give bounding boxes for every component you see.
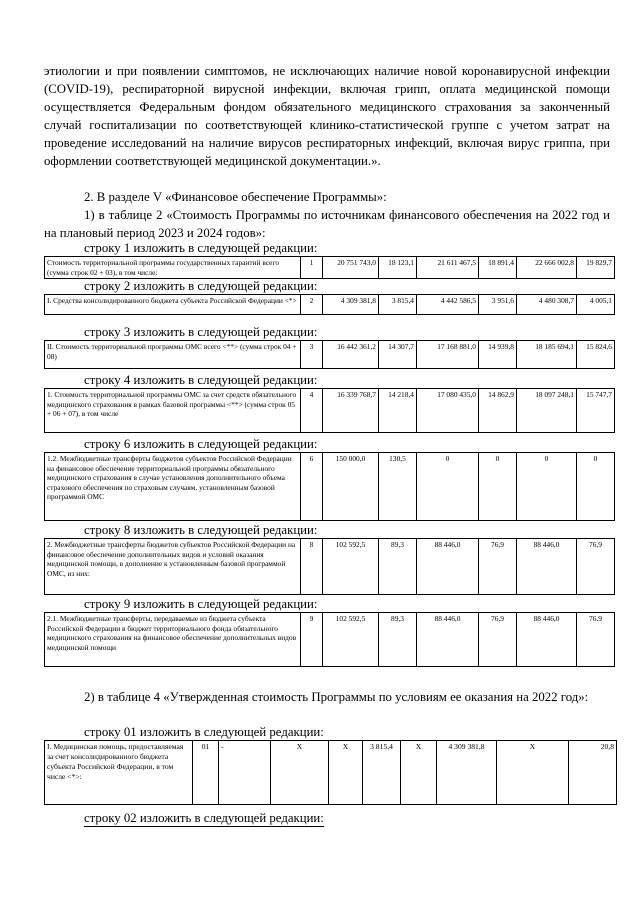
row-4-caption: строку 4 изложить в следующей редакции: [84,373,318,387]
value-cell: 22 666 002,8 [517,257,577,279]
row-1-caption: строку 1 изложить в следующей редакции: [84,241,318,255]
row-name: I. Медицинская помощь, предоставляемая за счет консолидированного бюджета субъекта Российской Федерации, в том числе <*>: [45,741,193,805]
row-9-caption: строку 9 изложить в следующей редакции: [84,597,318,611]
section-heading: 2. В разделе V «Финансовое обеспечение Программы»: [84,190,387,204]
row-number: 1 [301,257,323,279]
row-number: 2 [301,295,323,315]
row-number: 01 [193,741,219,805]
value-cell: 14 939,8 [479,341,517,369]
table2-row-2 [44,294,615,315]
row-name: 2. Межбюджетные трансферты бюджетов субъектов Российской Федерации на финансовое обеспечение дополнительных видов и условий оказания медицинской помощи, в дополнение к установленным базовой программой ОМС, из них: [45,539,301,595]
value-cell: 15 824,6 [577,341,615,369]
value-cell: 18 123,1 [379,257,417,279]
value-cell: 3 951,6 [479,295,517,315]
table2-row-4 [44,388,615,433]
value-cell: 4 005,1 [577,295,615,315]
value-cell: 3 815,4 [363,741,401,805]
value-cell: 4 442 586,5 [417,295,479,315]
row-8-caption: строку 8 изложить в следующей редакции: [84,523,318,537]
value-cell: 16 339 768,7 [323,389,379,433]
value-cell: 76,9 [479,613,517,667]
row-6-caption: строку 6 изложить в следующей редакции: [84,437,318,451]
value-cell: 18 097 248,1 [517,389,577,433]
table2-row-1 [44,256,615,279]
value-cell: 89,3 [379,539,417,595]
value-cell: 88 446,0 [417,613,479,667]
value-cell: 88 446,0 [517,539,577,595]
row-number: 3 [301,341,323,369]
value-cell: 18 891,4 [479,257,517,279]
value-cell: 0 [517,453,577,521]
value-cell: 102 592,5 [323,613,379,667]
row-2-caption: строку 2 изложить в следующей редакции: [84,279,318,293]
value-cell: 16 442 361,2 [323,341,379,369]
value-cell: 20 751 743,0 [323,257,379,279]
value-cell: 14 307,7 [379,341,417,369]
item-1-paragraph: 1) в таблице 2 «Стоимость Программы по источникам финансового обеспечения на 2022 год и на плановый период 2023 и 2024 годов»: [44,208,610,240]
row-01-caption: строку 01 изложить в следующей редакции: [84,725,324,739]
value-cell: 88 446,0 [417,539,479,595]
row-number: 4 [301,389,323,433]
table2-row-8 [44,538,615,595]
row-number: 8 [301,539,323,595]
value-cell: X [497,741,569,805]
value-cell: 21 611 467,5 [417,257,479,279]
value-cell: - [219,741,271,805]
value-cell: 4 309 381,8 [323,295,379,315]
value-cell: 17 080 435,0 [417,389,479,433]
item-2-paragraph: 2) в таблице 4 «Утвержденная стоимость Программы по условиям ее оказания на 2022 год»: [84,690,589,704]
value-cell: 14 218,4 [379,389,417,433]
value-cell: 19 829,7 [577,257,615,279]
value-cell: 88 446,0 [517,613,577,667]
value-cell: 76,9 [577,539,615,595]
row-3-caption: строку 3 изложить в следующей редакции: [84,325,318,339]
value-cell: 20,8 [569,741,617,805]
value-cell: 15 747,7 [577,389,615,433]
value-cell: X [401,741,437,805]
value-cell: 76,9 [479,539,517,595]
table2-row-9 [44,612,615,667]
table2-row-3 [44,340,615,369]
row-02-caption: строку 02 изложить в следующей редакции: [84,811,324,825]
value-cell: 0 [417,453,479,521]
row-name: 2.1. Межбюджетные трансферты, передаваемые из бюджета субъекта Российской Федерации в бюджет территориального фонда обязательного медицинского страхования на финансовое обеспечение дополнительных видов медицинской помощи [45,613,301,667]
row-number: 6 [301,453,323,521]
value-cell: X [329,741,363,805]
value-cell: 0 [479,453,517,521]
value-cell: 3 815,4 [379,295,417,315]
row-name: II. Стоимость территориальной программы ОМС всего <**> (сумма строк 04 + 08) [45,341,301,369]
value-cell: 150 000,0 [323,453,379,521]
intro-paragraph: этиологии и при появлении симптомов, не исключающих наличие новой коронавирусной инфекции (COVID-19), респираторной вирусной инфекции, включая грипп, оплата медицинской помощи осуществляется Федеральным фондом обязательного медицинского страхования за законченный случай госпитализации по соответствующей клинико-статистической группе с учетом затрат на проведение исследований на наличие вирусов респираторных инфекций, включая вирус гриппа, при оформлении соответствующей медицинской документации.». [44,64,610,168]
value-cell: X [271,741,329,805]
value-cell: 76,9 [577,613,615,667]
value-cell: 4 309 381,8 [437,741,497,805]
value-cell: 14 862,9 [479,389,517,433]
value-cell: 17 168 881,0 [417,341,479,369]
row-name: I. Средства консолидированного бюджета субъекта Российской Федерации <*> [45,295,301,315]
row-name: 1. Стоимость территориальной программы ОМС за счет средств обязательного медицинского страхования в рамках базовой программы <**> (сумма строк 05 + 06 + 07), в том числе [45,389,301,433]
value-cell: 0 [577,453,615,521]
row-number: 9 [301,613,323,667]
value-cell: 18 185 694,1 [517,341,577,369]
value-cell: 4 480 308,7 [517,295,577,315]
value-cell: 102 592,5 [323,539,379,595]
table2-row-6 [44,452,615,521]
row-name: Стоимость территориальной программы государственных гарантий всего (сумма строк 02 + 03), в том числе: [45,257,301,279]
row-name: 1.2. Межбюджетные трансферты бюджетов субъектов Российской Федерации на финансовое обеспечение территориальной программы обязательного медицинского страхования в случае установления дополнительного объема страхового обеспечения по страховым случаям, установленным базовой программой ОМС [45,453,301,521]
table4-row-01 [44,740,617,805]
value-cell: 130,5 [379,453,417,521]
value-cell: 89,3 [379,613,417,667]
